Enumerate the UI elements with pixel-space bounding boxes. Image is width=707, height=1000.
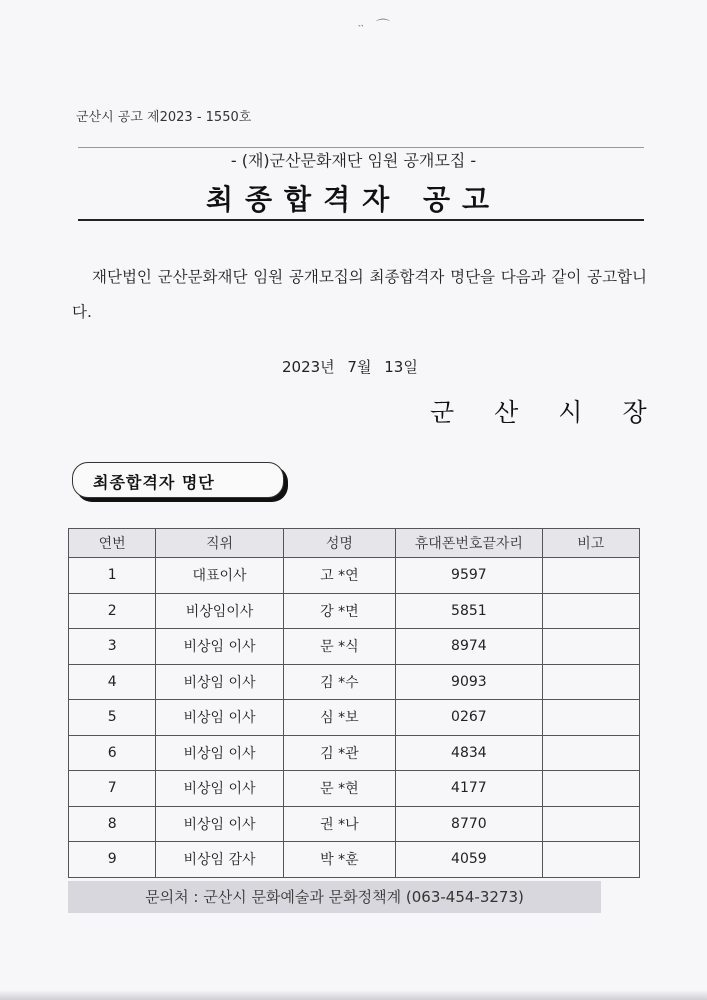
header-name: 성명 (283, 529, 395, 558)
cell-name: 김 *관 (283, 735, 395, 771)
cell-note (542, 700, 639, 736)
cell-note (542, 593, 639, 629)
cell-note (542, 735, 639, 771)
cell-serial: 7 (69, 771, 156, 807)
cell-name: 권 *나 (283, 806, 395, 842)
table-row (69, 700, 640, 736)
table-header-row (69, 529, 640, 558)
cell-note (542, 629, 639, 665)
cell-note (542, 842, 639, 878)
cell-phone-suffix: 8974 (396, 629, 543, 665)
finalist-table (68, 528, 640, 878)
title-divider (78, 219, 644, 221)
notice-number: 군산시 공고 제2023 - 1550호 (76, 110, 252, 125)
notice-subtitle: - (재)군산문화재단 임원 공개모집 - (230, 151, 477, 170)
cell-serial: 9 (69, 842, 156, 878)
cell-name: 심 *보 (283, 700, 395, 736)
cell-phone-suffix: 4059 (396, 842, 543, 878)
cell-serial: 8 (69, 806, 156, 842)
cell-position: 비상임 감사 (156, 842, 283, 878)
cell-note (542, 806, 639, 842)
cell-phone-suffix: 8770 (396, 806, 543, 842)
contact-info: 문의처 : 군산시 문화예술과 문화정책계 (063-454-3273) (68, 881, 601, 913)
cell-serial: 4 (69, 664, 156, 700)
cell-position: 비상임 이사 (156, 771, 283, 807)
cell-name: 고 *연 (283, 558, 395, 594)
table-row (69, 771, 640, 807)
table-row (69, 664, 640, 700)
notice-body: 재단법인 군산문화재단 임원 공개모집의 최종합격자 명단을 다음과 같이 공고합니다. (72, 268, 647, 321)
issuer-name: 군산시장 (430, 398, 687, 427)
section-badge (72, 462, 284, 498)
cell-phone-suffix: 9597 (396, 558, 543, 594)
cell-serial: 5 (69, 700, 156, 736)
notice-title: 최종합격자 공고 (205, 183, 502, 216)
cell-phone-suffix: 4177 (396, 771, 543, 807)
table-row (69, 735, 640, 771)
page-edge (0, 990, 707, 1000)
cell-serial: 3 (69, 629, 156, 665)
cell-serial: 1 (69, 558, 156, 594)
table-row (69, 629, 640, 665)
cell-serial: 6 (69, 735, 156, 771)
section-label: 최종합격자 명단 (93, 473, 215, 492)
cell-phone-suffix: 5851 (396, 593, 543, 629)
table-row (69, 558, 640, 594)
cell-position: 비상임 이사 (156, 735, 283, 771)
cell-name: 박 *훈 (283, 842, 395, 878)
header-note: 비고 (542, 529, 639, 558)
cell-note (542, 664, 639, 700)
cell-position: 대표이사 (156, 558, 283, 594)
header-position: 직위 (156, 529, 283, 558)
cell-name: 문 *식 (283, 629, 395, 665)
cell-name: 김 *수 (283, 664, 395, 700)
table-row (69, 593, 640, 629)
cell-phone-suffix: 0267 (396, 700, 543, 736)
cell-serial: 2 (69, 593, 156, 629)
table-row (69, 806, 640, 842)
cell-position: 비상임 이사 (156, 664, 283, 700)
header-phone-suffix: 휴대폰번호끝자리 (396, 529, 543, 558)
cell-position: 비상임 이사 (156, 629, 283, 665)
cell-phone-suffix: 4834 (396, 735, 543, 771)
cell-position: 비상임 이사 (156, 806, 283, 842)
cell-note (542, 771, 639, 807)
table-row (69, 842, 640, 878)
cell-position: 비상임 이사 (156, 700, 283, 736)
scan-artifact-icon: ᆢ ⌒ (354, 19, 392, 35)
cell-phone-suffix: 9093 (396, 664, 543, 700)
notice-date: 2023년 7월 13일 (282, 358, 418, 376)
cell-name: 강 *면 (283, 593, 395, 629)
header-serial: 연번 (69, 529, 156, 558)
cell-note (542, 558, 639, 594)
cell-position: 비상임이사 (156, 593, 283, 629)
cell-name: 문 *현 (283, 771, 395, 807)
